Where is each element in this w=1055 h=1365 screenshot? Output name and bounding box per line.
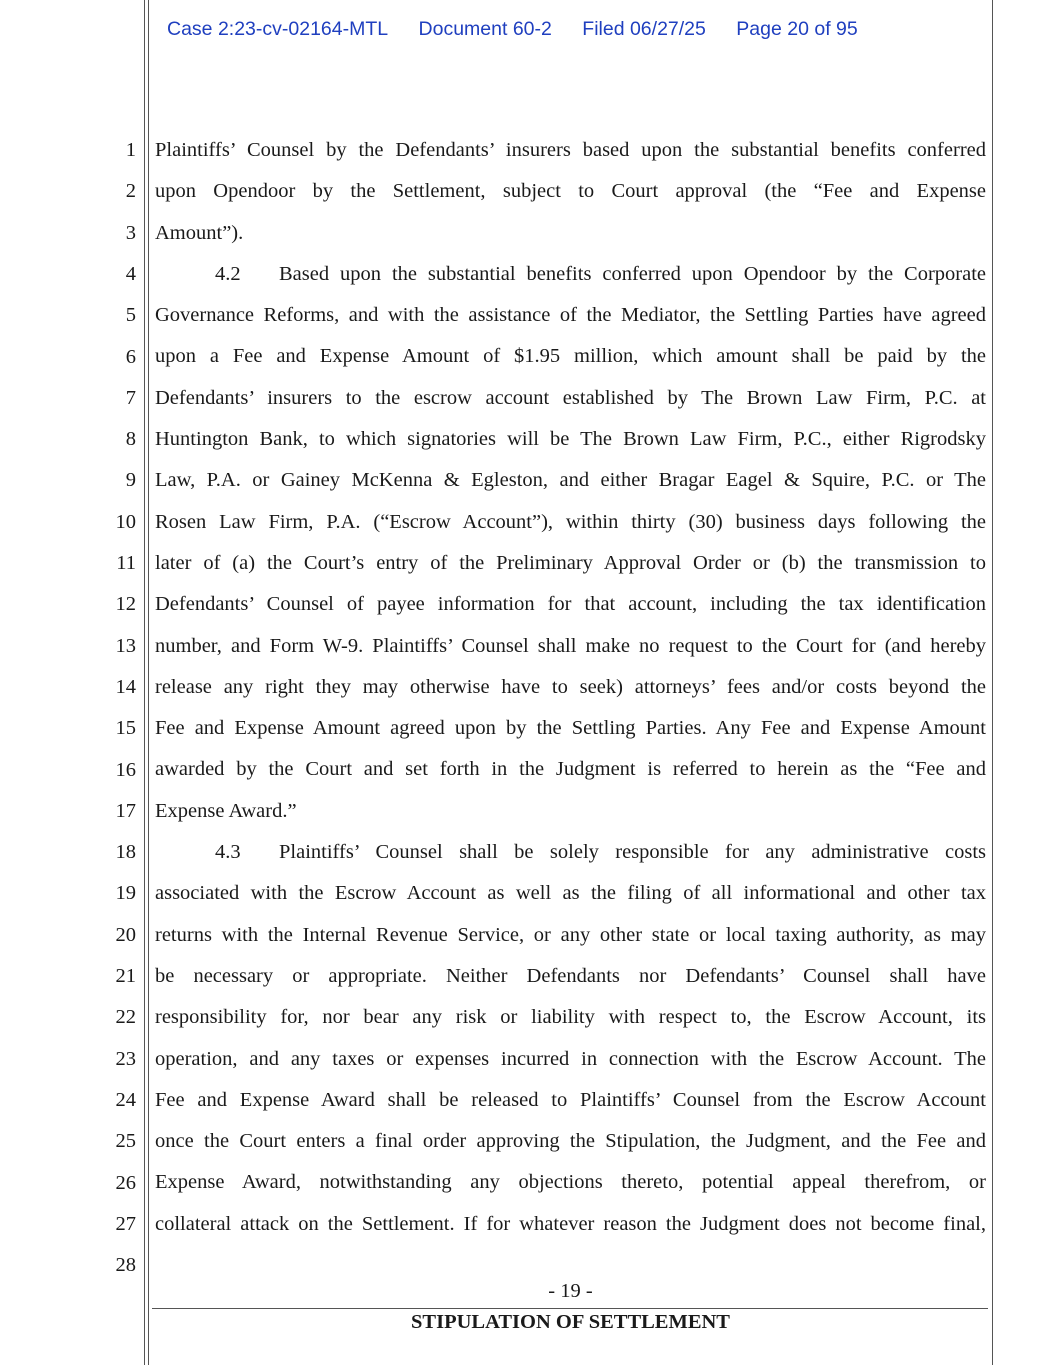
line-number: 23 [115, 1047, 136, 1070]
text-line: upon Opendoor by the Settlement, subject to Court approval (the “Fee and Expense [155, 180, 986, 203]
line-number: 19 [115, 882, 136, 905]
text-line: responsibility for, nor bear any risk or liability with respect to, the Escrow Account, its [155, 1006, 986, 1029]
line-number: 5 [125, 304, 136, 327]
line-number: 20 [115, 923, 136, 946]
paragraph-4-2-first-line [155, 254, 986, 295]
left-margin-rule-inner [148, 0, 149, 1365]
text-line: Defendants’ insurers to the escrow account established by The Brown Law Firm, P.C. at [155, 386, 986, 409]
text-line: Expense Award.” [155, 799, 297, 822]
text-line: Fee and Expense Award shall be released to Plaintiffs’ Counsel from the Escrow Account [155, 1088, 986, 1111]
case-number: Case 2:23-cv-02164-MTL [167, 18, 389, 40]
paragraph-4-3-first-line [155, 832, 986, 873]
line-number: 27 [115, 1212, 136, 1235]
line-number: 25 [115, 1130, 136, 1153]
line-number: 18 [115, 841, 136, 864]
ecf-header [167, 18, 883, 41]
page-count: Page 20 of 95 [736, 18, 858, 40]
line-number: 7 [125, 386, 136, 409]
footer-title: STIPULATION OF SETTLEMENT [411, 1311, 730, 1333]
document-number: Document 60-2 [418, 18, 552, 40]
line-number: 11 [116, 552, 136, 574]
line-number: 21 [115, 965, 136, 987]
text-line: Plaintiffs’ Counsel by the Defendants’ insurers based upon the substantial benefits conferred [155, 139, 986, 161]
text-line: upon a Fee and Expense Amount of $1.95 million, which amount shall be paid by the [155, 345, 986, 368]
filed-date: Filed 06/27/25 [582, 18, 706, 40]
paragraph-number: 4.3 [215, 841, 241, 864]
text-line: Law, P.A. or Gainey McKenna & Egleston, and either Bragar Eagel & Squire, P.C. or The [155, 469, 986, 492]
right-margin-rule [992, 0, 993, 1365]
page-number: - 19 - [548, 1280, 593, 1302]
line-number: 1 [125, 139, 136, 161]
text-line: operation, and any taxes or expenses incurred in connection with the Escrow Account. The [155, 1047, 986, 1070]
paragraph-number: 4.2 [215, 262, 241, 285]
line-number: 13 [115, 634, 136, 657]
line-number: 8 [125, 428, 136, 451]
line-number: 17 [115, 799, 136, 822]
line-number: 14 [115, 675, 136, 698]
text-line: Huntington Bank, to which signatories will be The Brown Law Firm, P.C., either Rigrodsky [155, 428, 986, 451]
text-line: awarded by the Court and set forth in the Judgment is referred to herein as the “Fee and [155, 758, 986, 781]
text-line: Expense Award, notwithstanding any objections thereto, potential appeal therefrom, or [155, 1171, 986, 1194]
line-number: 9 [125, 469, 136, 492]
line-number: 16 [115, 758, 136, 781]
text-line: be necessary or appropriate. Neither Defendants nor Defendants’ Counsel shall have [155, 964, 986, 987]
line-number: 15 [115, 717, 136, 740]
text-line: Fee and Expense Amount agreed upon by the Settling Parties. Any Fee and Expense Amount [155, 717, 986, 740]
line-number: 22 [115, 1006, 136, 1029]
text-line: returns with the Internal Revenue Service, or any other state or local taxing authority, as may [155, 923, 986, 946]
text-line: Based upon the substantial benefits conferred upon Opendoor by the Corporate [279, 262, 986, 285]
line-number: 26 [115, 1171, 136, 1194]
line-number: 6 [125, 345, 136, 368]
text-line: number, and Form W-9. Plaintiffs’ Counsel shall make no request to the Court for (and hereby [155, 634, 986, 657]
text-line: associated with the Escrow Account as well as the filing of all informational and other tax [155, 882, 986, 905]
line-number: 4 [125, 262, 136, 285]
line-number: 12 [115, 593, 136, 616]
text-line: collateral attack on the Settlement. If for whatever reason the Judgment does not become final, [155, 1212, 986, 1235]
footer-divider [152, 1308, 988, 1309]
text-line: Rosen Law Firm, P.A. (“Escrow Account”), within thirty (30) business days following the [155, 510, 986, 533]
text-line: once the Court enters a final order approving the Stipulation, the Judgment, and the Fee and [155, 1130, 986, 1153]
text-line: Defendants’ Counsel of payee information for that account, including the tax identification [155, 593, 986, 616]
text-line: Governance Reforms, and with the assistance of the Mediator, the Settling Parties have agreed [155, 304, 986, 327]
line-number: 2 [125, 180, 136, 203]
line-number: 10 [115, 510, 136, 533]
text-line: Amount”). [155, 221, 244, 244]
line-number: 28 [115, 1254, 136, 1277]
left-margin-rule-outer [144, 0, 145, 1365]
text-line: release any right they may otherwise have to seek) attorneys’ fees and/or costs beyond the [155, 675, 986, 698]
line-number: 3 [125, 221, 136, 244]
line-number: 24 [115, 1088, 136, 1111]
document-body [155, 130, 986, 1245]
text-line: Plaintiffs’ Counsel shall be solely responsible for any administrative costs [279, 841, 986, 864]
text-line: later of (a) the Court’s entry of the Preliminary Approval Order or (b) the transmission to [155, 551, 986, 574]
